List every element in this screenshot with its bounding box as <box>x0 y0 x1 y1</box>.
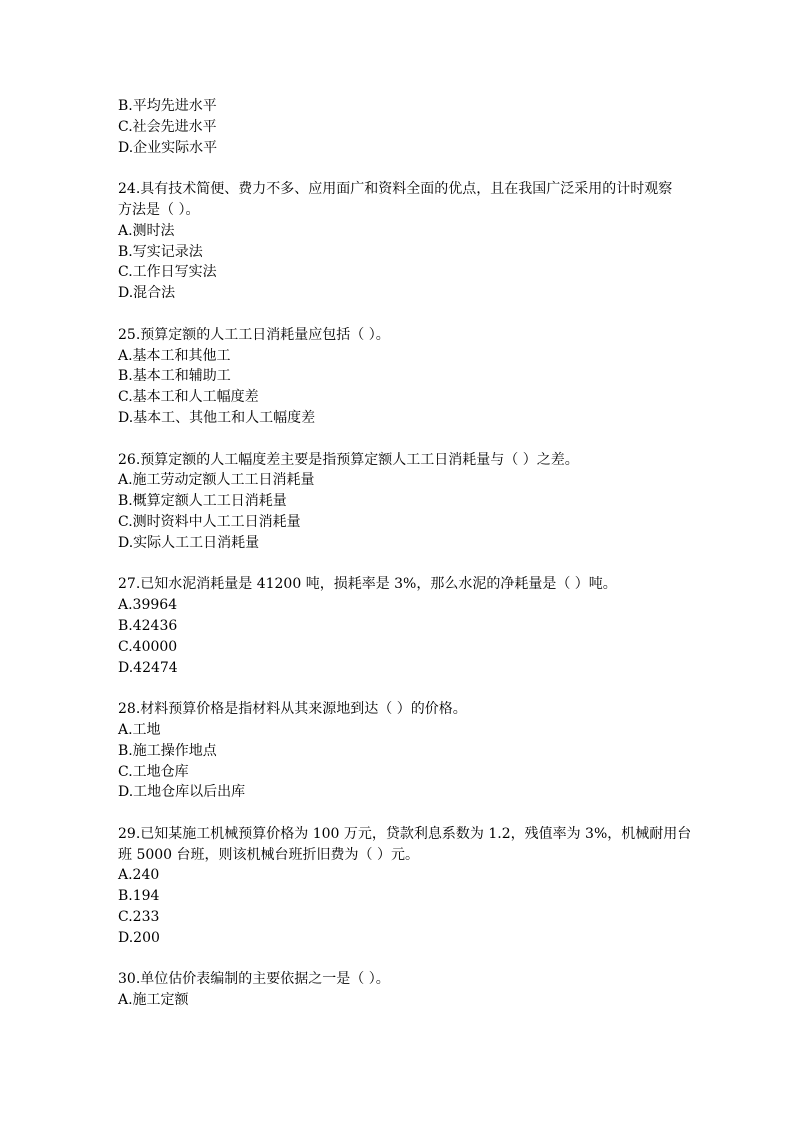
option: A.测时法 <box>118 222 175 239</box>
question-24 <box>118 179 678 304</box>
option: A.240 <box>118 867 160 884</box>
option: A.39964 <box>118 597 178 614</box>
option: B.施工操作地点 <box>118 742 217 759</box>
question-stem: 27.已知水泥消耗量是 41200 吨，损耗率是 3%，那么水泥的净耗量是（ ）吨。 <box>118 576 617 593</box>
option: C.测时资料中人工工日消耗量 <box>118 513 301 530</box>
leading-options <box>118 96 678 158</box>
option: C.基本工和人工幅度差 <box>118 389 259 406</box>
option: A.施工定额 <box>118 992 189 1009</box>
question-25 <box>118 325 678 429</box>
option: D.基本工、其他工和人工幅度差 <box>118 409 316 426</box>
question-stem: 25.预算定额的人工工日消耗量应包括（ ）。 <box>118 326 390 343</box>
question-30 <box>118 969 678 1011</box>
option: C.社会先进水平 <box>118 118 217 135</box>
option: D.工地仓库以后出库 <box>118 784 246 801</box>
page-content <box>118 96 692 1011</box>
option: D.混合法 <box>118 285 176 302</box>
question-stem: 28.材料预算价格是指材料从其来源地到达（ ）的价格。 <box>118 701 467 718</box>
question-stem: 方法是（ ）。 <box>118 201 200 218</box>
question-stem: 30.单位估价表编制的主要依据之一是（ ）。 <box>118 971 390 988</box>
question-27 <box>118 574 678 678</box>
option: D.42474 <box>118 659 178 676</box>
option: A.工地 <box>118 721 161 738</box>
question-stem: 班 5000 台班，则该机械台班折旧费为（ ）元。 <box>118 846 419 863</box>
option: A.施工劳动定额人工工日消耗量 <box>118 472 315 489</box>
option: D.实际人工工日消耗量 <box>118 534 260 551</box>
question-stem: 26.预算定额的人工幅度差主要是指预算定额人工工日消耗量与（ ）之差。 <box>118 451 579 468</box>
question-26 <box>118 450 678 554</box>
option: C.233 <box>118 909 160 926</box>
option: A.基本工和其他工 <box>118 347 231 364</box>
question-29 <box>118 824 692 949</box>
option: C.40000 <box>118 638 178 655</box>
question-28 <box>118 699 678 803</box>
option: B.概算定额人工工日消耗量 <box>118 493 287 510</box>
option: B.基本工和辅助工 <box>118 368 231 385</box>
option: C.工作日写实法 <box>118 264 217 281</box>
option: C.工地仓库 <box>118 763 189 780</box>
option: B.194 <box>118 888 160 905</box>
option: D.200 <box>118 929 160 946</box>
question-stem: 24.具有技术简便、费力不多、应用面广和资料全面的优点，且在我国广泛采用的计时观察 <box>118 181 673 198</box>
option: B.平均先进水平 <box>118 98 217 114</box>
option: B.写实记录法 <box>118 243 203 260</box>
option: B.42436 <box>118 617 178 634</box>
option: D.企业实际水平 <box>118 139 218 156</box>
question-stem: 29.已知某施工机械预算价格为 100 万元，贷款利息系数为 1.2，残值率为 3%，机械耐用台 <box>118 825 692 842</box>
